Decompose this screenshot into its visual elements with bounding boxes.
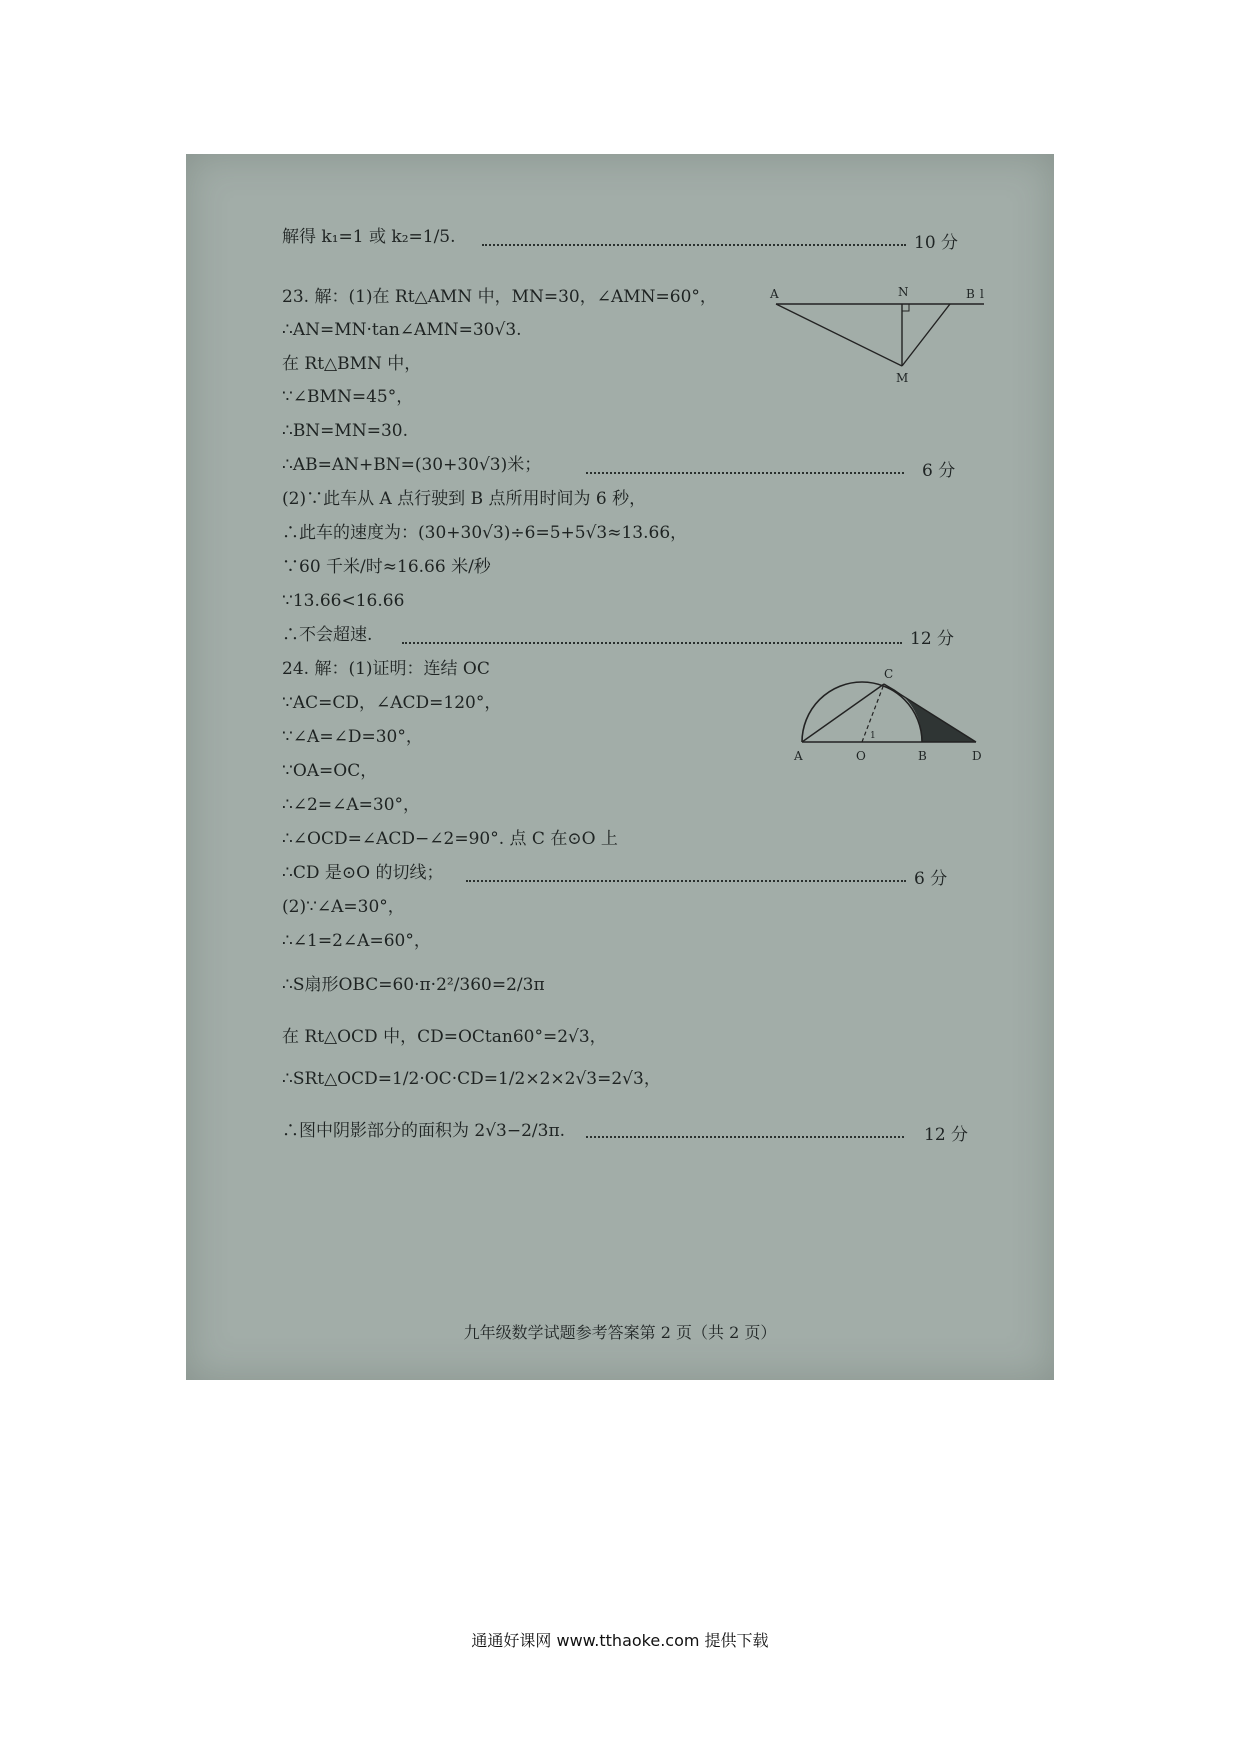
label-c: C [884,667,894,681]
label-b: B [918,749,927,763]
dotted-leader [466,880,906,882]
right-angle-mark [902,304,909,311]
text-line: ∴SRt△OCD=1/2·OC·CD=1/2×2×2√3=2√3， [282,1069,661,1089]
text-line: (2)∵∠A=30°， [282,897,405,917]
triangle-figure [766,282,1006,392]
label-angle-1: 1 [870,731,876,741]
text-line: 在 Rt△BMN 中， [282,354,422,374]
text-line: ∴S扇形OBC=60·π·2²/360=2/3π [282,975,545,995]
text-line: ∴∠2=∠A=30°， [282,795,421,815]
text-line: 23. 解：(1)在 Rt△AMN 中，MN=30，∠AMN=60°， [282,287,717,307]
label-n: N [898,285,909,299]
text-line: 在 Rt△OCD 中，CD=OCtan60°=2√3， [282,1027,607,1047]
text-line: ∵AC=CD，∠ACD=120°， [282,693,502,713]
text-line: ∵∠A=∠D=30°， [282,727,423,747]
page-footer: 通通好课网 www.tthaoke.com 提供下载 [471,1631,769,1650]
score-label: 6 分 [922,461,956,481]
text-line: 解得 k₁=1 或 k₂=1/5. [282,227,456,247]
scanned-answer-page [186,154,1054,1380]
dotted-leader [482,244,906,246]
segment-am [776,304,902,366]
dotted-leader [402,642,902,644]
score-label: 10 分 [914,233,959,253]
text-line: ∵60 千米/时≈16.66 米/秒 [282,557,491,577]
text-line: ∴∠OCD=∠ACD−∠2=90°. 点 C 在⊙O 上 [282,829,618,849]
label-d: D [972,749,982,763]
text-line: 24. 解：(1)证明：连结 OC [282,659,490,679]
semicircle-figure [786,662,1006,772]
score-label: 12 分 [910,629,955,649]
text-line: ∴不会超速. [282,625,373,645]
semicircle-arc [802,682,922,742]
score-label: 6 分 [914,869,948,889]
label-b: B [966,287,975,301]
label-l: l [980,287,984,301]
dotted-leader [586,472,904,474]
text-line: (2)∵此车从 A 点行驶到 B 点所用时间为 6 秒， [282,489,647,509]
text-line: ∴CD 是⊙O 的切线； [282,863,444,883]
text-line: ∴图中阴影部分的面积为 2√3−2/3π. [282,1121,566,1141]
label-o: O [856,749,866,763]
dotted-leader [586,1136,904,1138]
score-label: 12 分 [924,1125,969,1145]
text-line: ∴AB=AN+BN=(30+30√3)米； [282,455,542,475]
segment-bm [902,304,950,366]
text-line: ∵13.66<16.66 [282,591,405,611]
label-m: M [896,371,909,385]
text-line: ∴BN=MN=30. [282,421,408,441]
label-a: A [794,749,803,763]
text-line: ∵∠BMN=45°， [282,387,414,407]
label-a: A [770,287,779,301]
text-line: ∴∠1=2∠A=60°， [282,931,431,951]
text-line: ∴AN=MN·tan∠AMN=30√3. [282,320,522,340]
inner-page-footer: 九年级数学试题参考答案第 2 页（共 2 页） [463,1323,777,1342]
text-line: ∵OA=OC， [282,761,378,781]
text-line: ∴此车的速度为：(30+30√3)÷6=5+5√3≈13.66， [282,523,688,543]
